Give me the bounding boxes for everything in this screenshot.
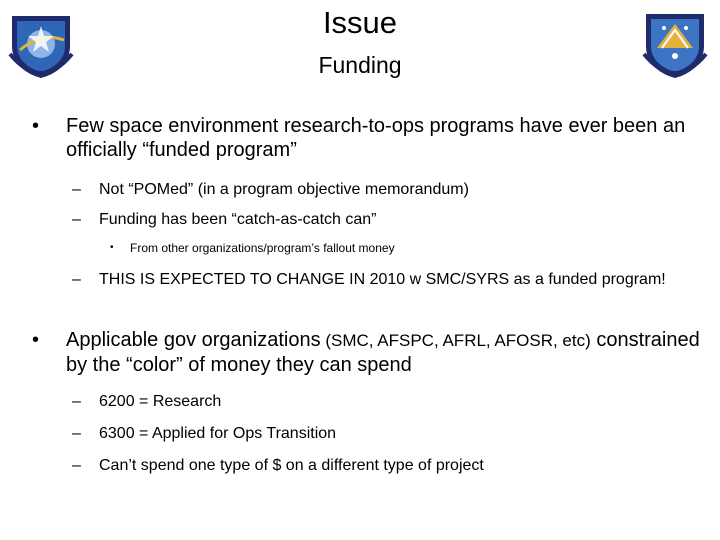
bullet-1-sub-1 [72,180,692,199]
dash-glyph: – [72,457,81,474]
dash-glyph: – [72,271,81,288]
bullet-2-sub-3-text: Can’t spend one type of $ on a different type of project [99,457,484,474]
bullet-1-sub-2-sub-1-text: From other organizations/program’s fallout money [130,241,395,255]
bullet-glyph: • [32,329,40,351]
bullet-1-sub-2 [72,210,692,229]
slide-subtitle: Funding [318,52,402,78]
bullet-2 [32,328,702,377]
small-bullet-glyph: • [110,242,114,253]
dash-glyph: – [72,425,81,442]
bullet-2-sub-1 [72,392,692,411]
bullet-2-text-main: Applicable gov organizations [66,329,321,351]
bullet-2-sub-1-text: 6200 = Research [99,393,222,410]
bullet-1-sub-2-text: Funding has been “catch-as-catch can” [99,211,377,228]
bullet-2-sub-2-text: 6300 = Applied for Ops Transition [99,425,337,442]
bullet-1 [32,114,702,162]
dash-glyph: – [72,181,81,198]
dash-glyph: – [72,211,81,228]
dash-glyph: – [72,393,81,410]
bullet-2-sub-2 [72,424,692,443]
bullet-1-text: Few space environment research-to-ops programs have ever been an officially “funded program” [66,115,686,161]
bullet-2-text [66,328,702,377]
bullet-1-sub-3 [72,270,692,289]
slide-title: Issue [322,5,398,40]
bullet-1-sub-1-text: Not “POMed” (in a program objective memorandum) [99,181,469,198]
bullet-glyph: • [32,115,40,137]
bullet-1-sub-2-sub-1 [110,240,670,256]
bullet-2-text-orgs: (SMC, AFSPC, AFRL, AFOSR, etc) [320,331,591,350]
bullet-1-sub-3-text: THIS IS EXPECTED TO CHANGE IN 2010 w SMC/SYRS as a funded program! [99,271,666,288]
bullet-2-sub-3 [72,456,692,475]
bullet-2-text-rest: constrained by the “color” of money they can spend [66,329,700,376]
